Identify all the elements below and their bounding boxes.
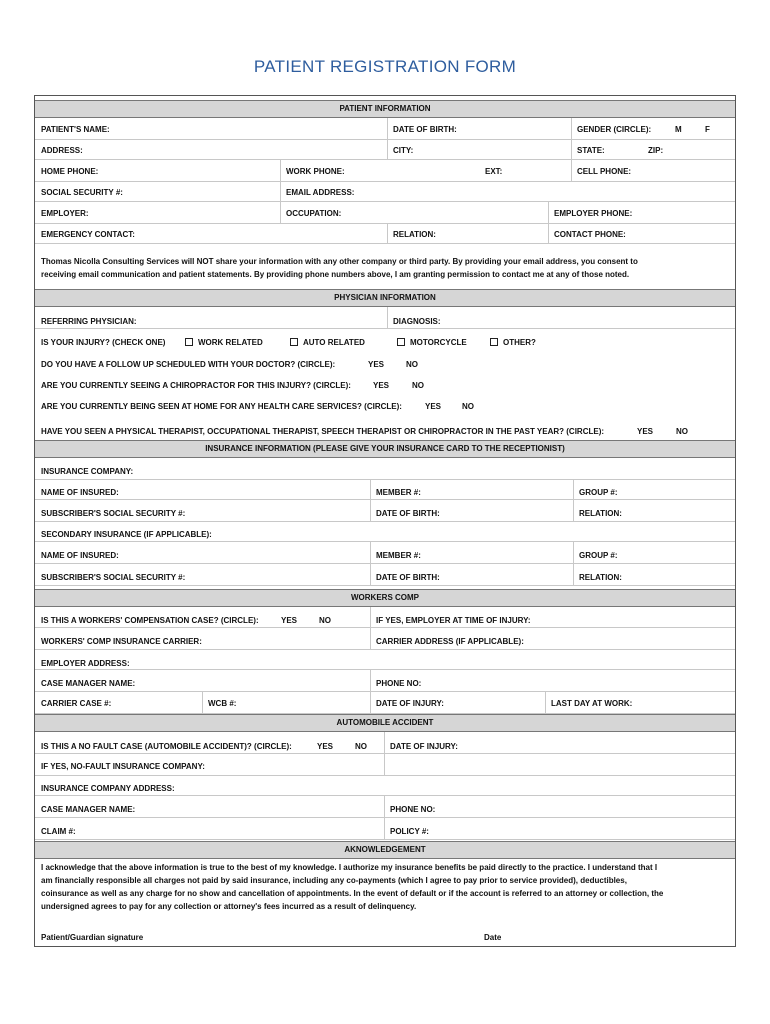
section-workers-comp: WORKERS COMP (35, 589, 735, 607)
signature-field[interactable]: Patient/Guardian signature (41, 933, 144, 942)
zip-field[interactable]: ZIP: (648, 146, 664, 155)
occupation-field[interactable]: OCCUPATION: (286, 209, 342, 218)
diagnosis-field[interactable]: DIAGNOSIS: (393, 317, 441, 326)
followup-no-option[interactable]: NO (406, 360, 418, 369)
section-automobile-accident: AUTOMOBILE ACCIDENT (35, 714, 735, 732)
chiropractor-no-option[interactable]: NO (412, 381, 424, 390)
employer-address-field[interactable]: EMPLOYER ADDRESS: (41, 659, 130, 668)
therapist-question: HAVE YOU SEEN A PHYSICAL THERAPIST, OCCUPATIONAL THERAPIST, SPEECH THERAPIST OR CHIROPRACTOR IN THE PAST YEAR? (CIRCLE): (41, 427, 605, 436)
work-related-label: WORK RELATED (198, 338, 263, 347)
insurance-company-address-field[interactable]: INSURANCE COMPANY ADDRESS: (41, 784, 175, 793)
section-acknowledgement: AKNOWLEDGEMENT (35, 841, 735, 859)
workers-phone-field[interactable]: PHONE NO: (376, 679, 422, 688)
auto-date-of-injury-field[interactable]: DATE OF INJURY: (390, 742, 458, 751)
section-patient-information: PATIENT INFORMATION (35, 100, 735, 118)
row-secondary-insured (35, 542, 735, 564)
insurance-company-field[interactable]: INSURANCE COMPANY: (41, 467, 134, 476)
employer-field[interactable]: EMPLOYER: (41, 209, 89, 218)
workers-date-of-injury-field[interactable]: DATE OF INJURY: (376, 699, 444, 708)
address-field[interactable]: ADDRESS: (41, 146, 83, 155)
row-auto-case-manager (35, 796, 735, 818)
row-no-fault (35, 732, 735, 754)
no-fault-yes-option[interactable]: YES (317, 742, 334, 751)
privacy-notice-line-1: Thomas Nicolla Consulting Services will NOT share your information with any other company or third party. By providing your email address, you consent to (41, 257, 638, 266)
home-care-no-option[interactable]: NO (462, 402, 474, 411)
relation-field[interactable]: RELATION: (393, 230, 436, 239)
checkbox-icon[interactable] (290, 338, 298, 346)
secondary-member-field[interactable]: MEMBER #: (376, 551, 421, 560)
no-fault-question: IS THIS A NO FAULT CASE (AUTOMOBILE ACCIDENT)? (CIRCLE): (41, 742, 292, 751)
primary-subscriber-ssn-field[interactable]: SUBSCRIBER'S SOCIAL SECURITY #: (41, 509, 186, 518)
row-address (35, 140, 735, 160)
no-fault-company-field[interactable]: IF YES, NO-FAULT INSURANCE COMPANY: (41, 762, 205, 771)
acknowledgement-line-3: coinsurance as well as any charge for no show and cancellation of appointments. In the event of default or if the account is referred to an attorney or collection, the (41, 889, 664, 898)
registration-form (34, 95, 736, 947)
row-workers-case-manager (35, 670, 735, 692)
workers-case-manager-field[interactable]: CASE MANAGER NAME: (41, 679, 136, 688)
policy-field[interactable]: POLICY #: (390, 827, 429, 836)
home-care-yes-option[interactable]: YES (425, 402, 442, 411)
row-employer (35, 202, 735, 224)
checkbox-auto-related[interactable] (290, 338, 365, 347)
secondary-subscriber-dob-field[interactable]: DATE OF BIRTH: (376, 573, 440, 582)
chiropractor-question: ARE YOU CURRENTLY SEEING A CHIROPRACTOR FOR THIS INJURY? (CIRCLE): (41, 381, 351, 390)
date-of-birth-field[interactable]: DATE OF BIRTH: (393, 125, 457, 134)
secondary-relation-field[interactable]: RELATION: (579, 573, 622, 582)
followup-yes-option[interactable]: YES (368, 360, 385, 369)
workers-comp-no-option[interactable]: NO (319, 616, 331, 625)
state-field[interactable]: STATE: (577, 146, 605, 155)
acknowledgement-line-1: I acknowledge that the above information is true to the best of my knowledge. I authorize my insurance benefits be paid directly to the practice. I understand that I (41, 863, 658, 872)
workers-comp-yes-option[interactable]: YES (281, 616, 298, 625)
checkbox-icon[interactable] (397, 338, 405, 346)
wcb-field[interactable]: WCB #: (208, 699, 237, 708)
primary-member-field[interactable]: MEMBER #: (376, 488, 421, 497)
cell-phone-field[interactable]: CELL PHONE: (577, 167, 632, 176)
row-emergency-contact (35, 224, 735, 244)
row-workers-carrier (35, 628, 735, 650)
primary-subscriber-dob-field[interactable]: DATE OF BIRTH: (376, 509, 440, 518)
claim-field[interactable]: CLAIM #: (41, 827, 76, 836)
acknowledgement-line-2: am financially responsible all charges not paid by said insurance, including any co-payments (which I agree to pay prior to service provided), deductibles, (41, 876, 627, 885)
checkbox-icon[interactable] (185, 338, 193, 346)
work-phone-field[interactable]: WORK PHONE: (286, 167, 345, 176)
secondary-insurance-field[interactable]: SECONDARY INSURANCE (IF APPLICABLE): (41, 530, 212, 539)
row-employer-address (35, 650, 735, 670)
primary-group-field[interactable]: GROUP #: (579, 488, 618, 497)
last-day-at-work-field[interactable]: LAST DAY AT WORK: (551, 699, 633, 708)
ext-field[interactable]: EXT: (485, 167, 503, 176)
motorcycle-label: MOTORCYCLE (410, 338, 467, 347)
checkbox-other[interactable] (490, 338, 536, 347)
row-carrier-case (35, 692, 735, 714)
row-primary-insured (35, 480, 735, 500)
row-referring (35, 307, 735, 329)
gender-f-option[interactable]: F (705, 125, 710, 134)
row-patient-name (35, 118, 735, 140)
social-security-field[interactable]: SOCIAL SECURITY #: (41, 188, 123, 197)
row-ssn-email (35, 182, 735, 202)
privacy-notice-line-2: receiving email communication and patient statements. By providing phone numbers above, I am granting permission to contact me at any of those noted. (41, 270, 630, 279)
email-address-field[interactable]: EMAIL ADDRESS: (286, 188, 355, 197)
checkbox-icon[interactable] (490, 338, 498, 346)
workers-comp-carrier-field[interactable]: WORKERS' COMP INSURANCE CARRIER: (41, 637, 202, 646)
secondary-name-of-insured-field[interactable]: NAME OF INSURED: (41, 551, 119, 560)
carrier-address-field[interactable]: CARRIER ADDRESS (IF APPLICABLE): (376, 637, 524, 646)
section-physician-information: PHYSICIAN INFORMATION (35, 289, 735, 307)
auto-case-manager-field[interactable]: CASE MANAGER NAME: (41, 805, 136, 814)
row-secondary-insurance (35, 522, 735, 542)
home-phone-field[interactable]: HOME PHONE: (41, 167, 99, 176)
acknowledgement-line-4: undersigned agrees to pay for any collection or attorney's fees incurred as a result of delinquency. (41, 902, 417, 911)
carrier-case-field[interactable]: CARRIER CASE #: (41, 699, 112, 708)
row-no-fault-company (35, 754, 735, 776)
form-title: PATIENT REGISTRATION FORM (253, 57, 517, 76)
checkbox-motorcycle[interactable] (397, 338, 467, 347)
therapist-yes-option[interactable]: YES (637, 427, 654, 436)
row-insurance-company-address (35, 776, 735, 796)
row-workers-case (35, 607, 735, 628)
employer-phone-field[interactable]: EMPLOYER PHONE: (554, 209, 633, 218)
auto-phone-field[interactable]: PHONE NO: (390, 805, 436, 814)
secondary-group-field[interactable]: GROUP #: (579, 551, 618, 560)
gender-field[interactable]: GENDER (CIRCLE): (577, 125, 652, 134)
chiropractor-yes-option[interactable]: YES (373, 381, 390, 390)
acknowledgement-text (41, 861, 731, 913)
primary-relation-field[interactable]: RELATION: (579, 509, 622, 518)
injury-question: IS YOUR INJURY? (CHECK ONE) (41, 338, 166, 347)
referring-physician-field[interactable]: REFERRING PHYSICIAN: (41, 317, 137, 326)
privacy-notice (41, 255, 731, 281)
section-insurance-information: INSURANCE INFORMATION (PLEASE GIVE YOUR INSURANCE CARD TO THE RECEPTIONIST) (35, 440, 735, 458)
followup-question: DO YOU HAVE A FOLLOW UP SCHEDULED WITH YOUR DOCTOR? (CIRCLE): (41, 360, 336, 369)
secondary-subscriber-ssn-field[interactable]: SUBSCRIBER'S SOCIAL SECURITY #: (41, 573, 186, 582)
emergency-contact-field[interactable]: EMERGENCY CONTACT: (41, 230, 135, 239)
patient-name-field[interactable]: PATIENT'S NAME: (41, 125, 110, 134)
other-label: OTHER? (503, 338, 536, 347)
signature-date-field[interactable]: Date (484, 933, 502, 942)
primary-name-of-insured-field[interactable]: NAME OF INSURED: (41, 488, 119, 497)
contact-phone-field[interactable]: CONTACT PHONE: (554, 230, 626, 239)
row-primary-subscriber (35, 500, 735, 522)
auto-related-label: AUTO RELATED (303, 338, 365, 347)
checkbox-work-related[interactable] (185, 338, 263, 347)
workers-comp-question: IS THIS A WORKERS' COMPENSATION CASE? (CIRCLE): (41, 616, 259, 625)
city-field[interactable]: CITY: (393, 146, 414, 155)
no-fault-no-option[interactable]: NO (355, 742, 367, 751)
gender-m-option[interactable]: M (675, 125, 682, 134)
row-claim-policy (35, 818, 735, 840)
employer-at-injury-field[interactable]: IF YES, EMPLOYER AT TIME OF INJURY: (376, 616, 531, 625)
row-phones (35, 160, 735, 182)
home-care-question: ARE YOU CURRENTLY BEING SEEN AT HOME FOR ANY HEALTH CARE SERVICES? (CIRCLE): (41, 402, 402, 411)
row-insurance-company (35, 458, 735, 480)
therapist-no-option[interactable]: NO (676, 427, 688, 436)
row-secondary-subscriber (35, 564, 735, 586)
